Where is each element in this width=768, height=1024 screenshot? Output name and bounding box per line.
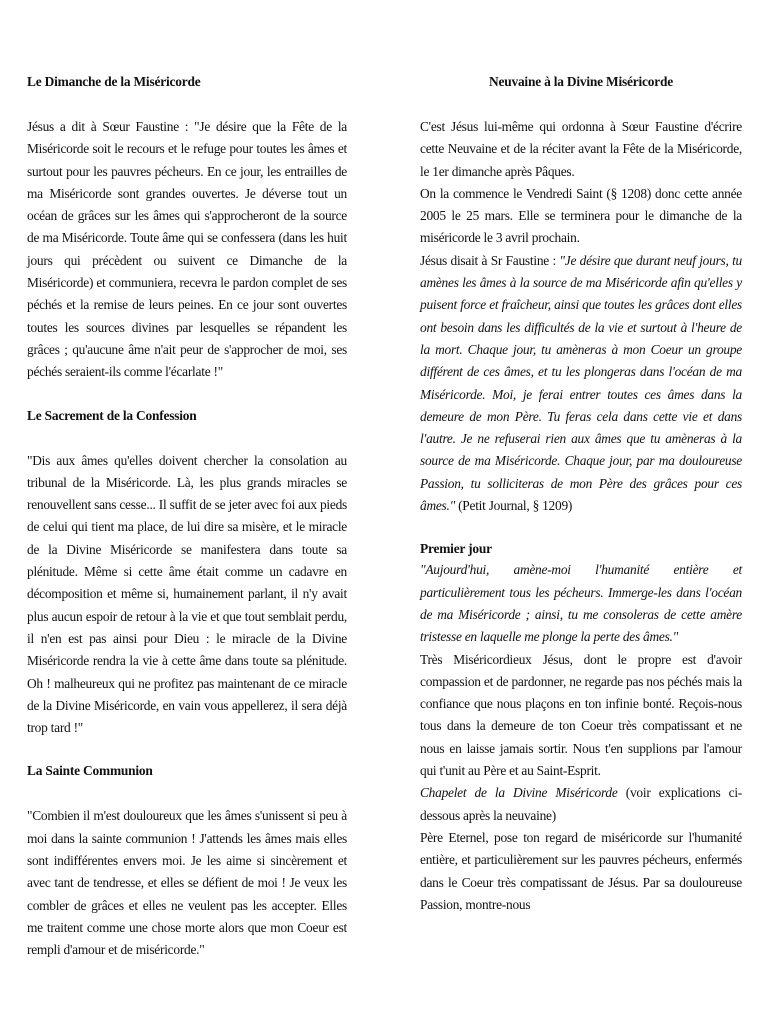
day-one-prayer: Très Miséricordieux Jésus, dont le propre est d'avoir compassion et de pardonner, ne regarde pas nos péchés mais la confiance que nous plaçons en ton infinie bonté. Reçois-nous tous dans la demeure de ton Coeur très compatissant et ne nous en laisse jamais sortir. Nous t'en supplions par l'amour qui t'unit au Père et au Saint-Esprit. — [420, 651, 742, 779]
day-one-quote-text: "Aujourd'hui, amène-moi l'humanité entière et particulièrement tous les pécheurs. Immerge-les dans l'océan de ma Miséricorde ; ainsi, tu me consoleras de cette amère tristesse en laquelle me plonge la perte des âmes." — [420, 562, 742, 645]
neuvaine-title: Neuvaine à la Divine Miséricorde — [488, 74, 673, 89]
right-column — [420, 72, 742, 916]
day-one-chaplet — [420, 782, 742, 827]
day-one-title: Premier jour — [420, 541, 492, 557]
section-body-communion: "Combien il m'est douloureux que les âmes s'unissent si peu à moi dans la sainte communion ! J'attends les âmes mais elles sont indifférentes envers moi. Je les aime si sincèrement et avec tant de tendresse, et elles se défient de moi ! Je veux les combler de grâces et elles ne veulent pas les accepter. Elles me traitent comme une chose morte alors que mon Coeur est rempli d'amour et de miséricorde." — [27, 808, 347, 958]
section-title-confession: Le Sacrement de la Confession — [27, 407, 197, 423]
left-column — [27, 72, 347, 962]
chaplet-note: (voir explications ci-dessous après la neuvaine) — [420, 785, 742, 823]
chaplet-title: Chapelet de la Divine Miséricorde — [420, 785, 618, 801]
section-title-dimanche: Le Dimanche de la Miséricorde — [27, 74, 201, 89]
jesus-quote: "Je désire que durant neuf jours, tu amènes les âmes à la source de ma Miséricorde afin qu'elles y puisent force et fraîcheur, ainsi que toutes les grâces dont elles ont besoin dans les difficultés de la vie et surtout à l'heure de la mort. Chaque jour, tu amèneras à mon Coeur un groupe différent de ces âmes, et tu les plongeras dans l'océan de ma Miséricorde. Moi, je ferai entrer toutes ces âmes dans la demeure de mon Père. Tu feras cela dans cette vie et dans l'autre. Je ne refuserai rien aux âmes que tu amèneras à la source de ma Miséricorde. Chaque jour, par ma douloureuse Passion, tu solliciteras de mon Père des grâces pour ces âmes." — [420, 252, 742, 514]
neuvaine-intro-paragraph: C'est Jésus lui-même qui ordonna à Sœur Faustine d'écrire cette Neuvaine et de la réciter avant la Fête de la Miséricorde, le 1er dimanche après Pâques. — [420, 119, 742, 179]
section-body-confession: "Dis aux âmes qu'elles doivent chercher la consolation au tribunal de la Miséricorde. Là, les plus grands miracles se renouvellent sans cesse... Il suffit de se jeter avec foi aux pieds de celui qui tient ma place, de lui dire sa misère, et le miracle de la Divine Miséricorde se manifestera dans toute sa plénitude. Même si cette âme était comme un cadavre en décomposition et même si, humainement parlant, il n'y avait plus aucun espoir de retour à la vie et que tout semblait perdu, il n'en est pas ainsi pour Dieu : le miracle de la Divine Miséricorde rendra la vie à cette âme dans toute sa plénitude. Oh ! malheureux qui ne profitez pas maintenant de ce miracle de la Divine Miséricorde, en vain vous appellerez, il sera déjà trop tard !" — [27, 452, 347, 736]
quote-reference: (Petit Journal, § 1209) — [455, 498, 573, 514]
day-one-quote — [420, 559, 742, 648]
neuvaine-jesus-quote-paragraph — [420, 250, 742, 518]
day-one-prayer-two: Père Eternel, pose ton regard de miséricorde sur l'humanité entière, et particulièrement sur les pauvres pécheurs, enfermés dans le Coeur très compatissant de Jésus. Par sa douloureuse Passion, montre-nous — [420, 829, 742, 912]
quote-intro: Jésus disait à Sr Faustine : — [420, 252, 560, 268]
section-body-dimanche: Jésus a dit à Sœur Faustine : "Je désire que la Fête de la Miséricorde soit le recours et le refuge pour toutes les âmes et surtout pour les pauvres pécheurs. En ce jour, les entrailles de ma Miséricorde sont grandes ouvertes. Je déverse tout un océan de grâces sur les âmes qui s'approcheront de la source de ma Miséricorde. Toute âme qui se confessera (dans les huit jours qui précèdent ou suivent ce Dimanche de la Miséricorde) et communiera, recevra le pardon complet de ses péchés et la remise de leurs peines. En ce jour sont ouvertes toutes les sources divines par lesquelles se répandent les grâces ; qu'aucune âme n'ait peur de s'approcher de moi, ses péchés seraient-ils comme l'écarlate !" — [27, 119, 347, 380]
section-title-communion: La Sainte Communion — [27, 763, 153, 779]
neuvaine-dates-paragraph: On la commence le Vendredi Saint (§ 1208) donc cette année 2005 le 25 mars. Elle se terminera pour le dimanche de la miséricorde le 3 avril prochain. — [420, 185, 742, 246]
